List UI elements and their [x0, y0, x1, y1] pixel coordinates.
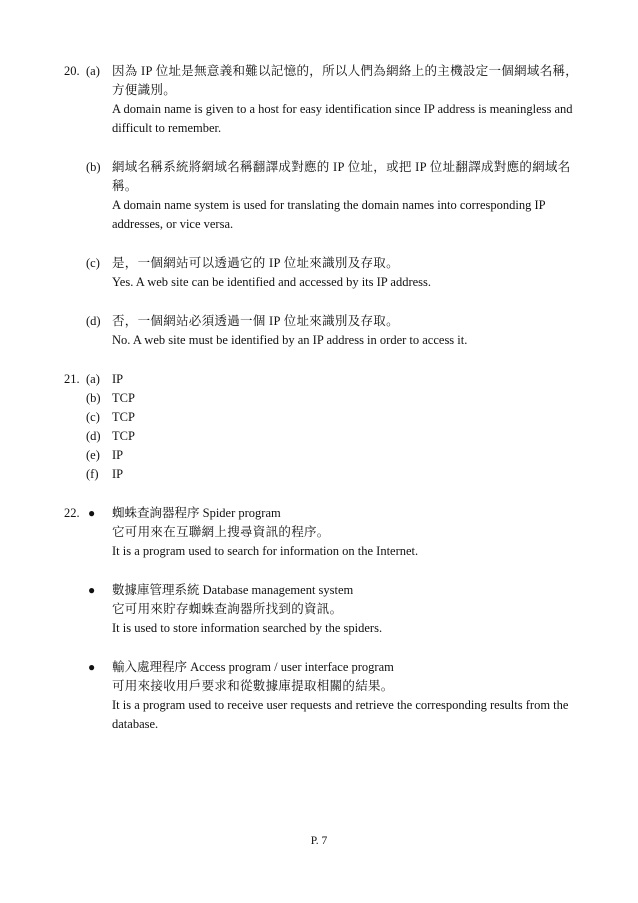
bullet-icon: ●: [88, 660, 96, 674]
answer-21e: IP: [112, 448, 124, 462]
component-database: [112, 581, 587, 638]
item-label: (d): [86, 314, 101, 328]
bullet-icon: ●: [88, 583, 96, 597]
component-access: [112, 658, 587, 734]
component-chinese: 它可用來在互聯網上搜尋資訊的程序。: [112, 525, 330, 539]
component-english: It is a program used to search for information on the Internet.: [112, 544, 419, 558]
component-title: 數據庫管理系統 Database management system: [112, 583, 354, 597]
answer-chinese: 網域名稱系統將網域名稱翻譯成對應的 IP 位址，或把 IP 位址翻譯成對應的網域名稱。: [112, 160, 571, 193]
answer-21d: TCP: [112, 429, 135, 443]
question-number: 20.: [64, 64, 80, 78]
answer-20a: [112, 62, 587, 138]
answer-chinese: 因為 IP 位址是無意義和難以記憶的，所以人們為網絡上的主機設定一個網域名稱，方便識別。: [112, 64, 579, 97]
answer-20d: [112, 312, 587, 350]
answer-20c: [112, 254, 587, 292]
item-label: (a): [86, 372, 100, 386]
component-english: It is a program used to receive user requests and retrieve the corresponding results from the database.: [112, 698, 569, 731]
component-english: It is used to store information searched by the spiders.: [112, 621, 383, 635]
component-chinese: 可用來接收用戶要求和從數據庫提取相關的結果。: [112, 679, 394, 693]
item-label: (b): [86, 160, 101, 174]
item-label: (c): [86, 410, 100, 424]
bullet-icon: ●: [88, 506, 96, 520]
item-label: (a): [86, 64, 100, 78]
answer-chinese: 否，一個網站必須透過一個 IP 位址來識別及存取。: [112, 314, 399, 328]
answer-english: A domain name system is used for translating the domain names into corresponding IP addresses, or vice versa.: [112, 198, 546, 231]
item-label: (e): [86, 448, 100, 462]
answer-english: Yes. A web site can be identified and accessed by its IP address.: [112, 275, 432, 289]
question-number: 21.: [64, 372, 80, 386]
answer-english: A domain name is given to a host for easy identification since IP address is meaningless and difficult to remember.: [112, 102, 573, 135]
answer-21a: IP: [112, 372, 124, 386]
answer-chinese: 是，一個網站可以透過它的 IP 位址來識別及存取。: [112, 256, 399, 270]
answer-english: No. A web site must be identified by an IP address in order to access it.: [112, 333, 468, 347]
item-label: (b): [86, 391, 101, 405]
answer-20b: [112, 158, 587, 234]
question-number: 22.: [64, 506, 80, 520]
page-number: P. 7: [310, 835, 328, 847]
component-title: 蜘蛛查詢器程序 Spider program: [112, 506, 281, 520]
component-chinese: 它可用來貯存蜘蛛查詢器所找到的資訊。: [112, 602, 343, 616]
answer-21c: TCP: [112, 410, 135, 424]
item-label: (d): [86, 429, 101, 443]
component-spider: [112, 504, 587, 561]
item-label: (c): [86, 256, 100, 270]
component-title: 輸入處理程序 Access program / user interface program: [112, 660, 394, 674]
answer-21f: IP: [112, 467, 124, 481]
answer-21b: TCP: [112, 391, 135, 405]
item-label: (f): [86, 467, 99, 481]
